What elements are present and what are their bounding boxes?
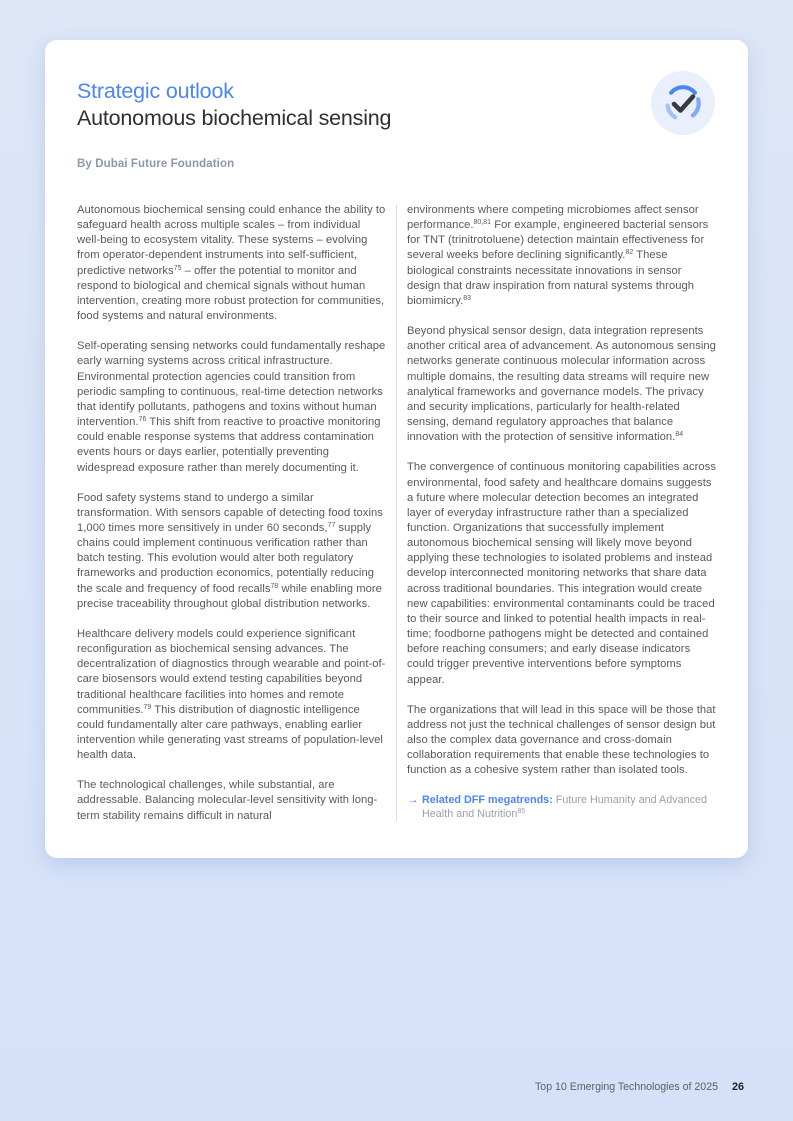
arrow-right-icon: → (407, 794, 419, 807)
column-2-paragraphs (407, 203, 716, 778)
paragraph: Healthcare delivery models could experience significant reconfiguration as biochemical sensing advances. The decentralization of diagnostics through wearable and point-of-care biosensors would extend testing capabilities beyond traditional healthcare facilities into homes and remote communities.$^{79}$ This distribution of diagnostic intelligence could fundamentally alter care pathways, enabling earlier intervention while generating vast streams of population-level health data. (77, 627, 386, 762)
megatrends-footnote: 85 (517, 808, 526, 816)
byline: By Dubai Future Foundation (77, 158, 235, 170)
paragraph: Food safety systems stand to undergo a similar transformation. With sensors capable of detecting food toxins 1,000 times more sensitively in under 60 seconds,$^{77}$ supply chains could implement continuous verification rather than batch testing. This evolution would alter both regulatory frameworks and production economics, potentially reducing the scale and frequency of food recalls$^{78}$ while enabling more precise traceability throughout global distribution networks. (77, 491, 383, 610)
column-2 (407, 203, 716, 824)
report-page-card (45, 40, 748, 858)
paragraph: Autonomous biochemical sensing could enhance the ability to safeguard health across multiple scales – from individual well-being to ecosystem vitality. These systems – evolving from operator-dependent instruments into self-sufficient, predictive networks$^{75}$ – offer the potential to monitor and respond to biological and chemical signals without human intervention, creating more robust protection for communities, food systems and natural environments. (77, 204, 386, 323)
megatrends-line (422, 794, 716, 821)
paragraph: environments where competing microbiomes affect sensor performance.$^{80,81}$ For example, engineered bacterial sensors for TNT (trinitrotoluene) detection maintain effectiveness for several weeks before declining significantly.$^{82}$ These biological constraints necessitate innovations in sensor design that draw inspiration from natural systems through biomimicry.$^{83}$ (407, 204, 709, 307)
paragraph: Self-operating sensing networks could fundamentally reshape early warning systems across critical infrastructure. Environmental protection agencies could transition from periodic sampling to continuous, real-time detection networks that identify pollutants, pathogens and toxins without human intervention.$^{76}$ This shift from reactive to proactive monitoring could enable response systems that address contamination events hours or days earlier, potentially preventing widespread exposure rather than merely documenting it. (77, 340, 386, 474)
column-1 (77, 203, 386, 824)
progress-check-icon (651, 71, 715, 135)
page-footer (535, 1081, 744, 1093)
article-body (77, 203, 716, 824)
paragraph: The organizations that will lead in this space will be those that address not just the technical challenges of sensor design but also the complex data governance and cross-domain collaboration requirements that enable these technologies to function as a cohesive system rather than isolated tools. (407, 703, 716, 777)
paragraph: Beyond physical sensor design, data integration represents another critical area of advancement. As autonomous sensing networks generate continuous molecular information across multiple domains, the resulting data streams will require new analytical frameworks and governance models. The privacy and security implications, particularly for health-related sensing, demand regulatory approaches that balance innovation with the protection of sensitive information.$^{84}$ (407, 325, 716, 444)
megatrends-label: Related DFF megatrends: (422, 794, 553, 807)
footer-report-title: Top 10 Emerging Technologies of 2025 (535, 1081, 718, 1093)
footer-page-number: 26 (731, 1081, 744, 1093)
column-divider (396, 205, 397, 821)
page-title: Autonomous biochemical sensing (77, 106, 392, 130)
related-megatrends (407, 794, 716, 821)
paragraph: The convergence of continuous monitoring capabilities across environmental, food safety and healthcare domains suggests a future where molecular detection becomes an integrated layer of everyday infrastructure rather than a specialized function. Organizations that successfully implement autonomous biochemical sensing will likely move beyond applying these technologies to isolated problems and instead develop interconnected monitoring networks that share data across traditional boundaries. This integration would create new capabilities: environmental contaminants could be traced to their source and linked to potential health impacts in real-time; foodborne pathogens might be detected and contained before reaching consumers; and early disease indicators could trigger preventive interventions before symptoms appear. (407, 461, 716, 686)
paragraph: The technological challenges, while substantial, are addressable. Balancing molecular-level sensitivity with long-term stability remains difficult in natural (77, 779, 378, 822)
section-eyebrow: Strategic outlook (77, 79, 234, 103)
megatrends-value: Future Humanity and Advanced Health and Nutrition (422, 794, 708, 821)
